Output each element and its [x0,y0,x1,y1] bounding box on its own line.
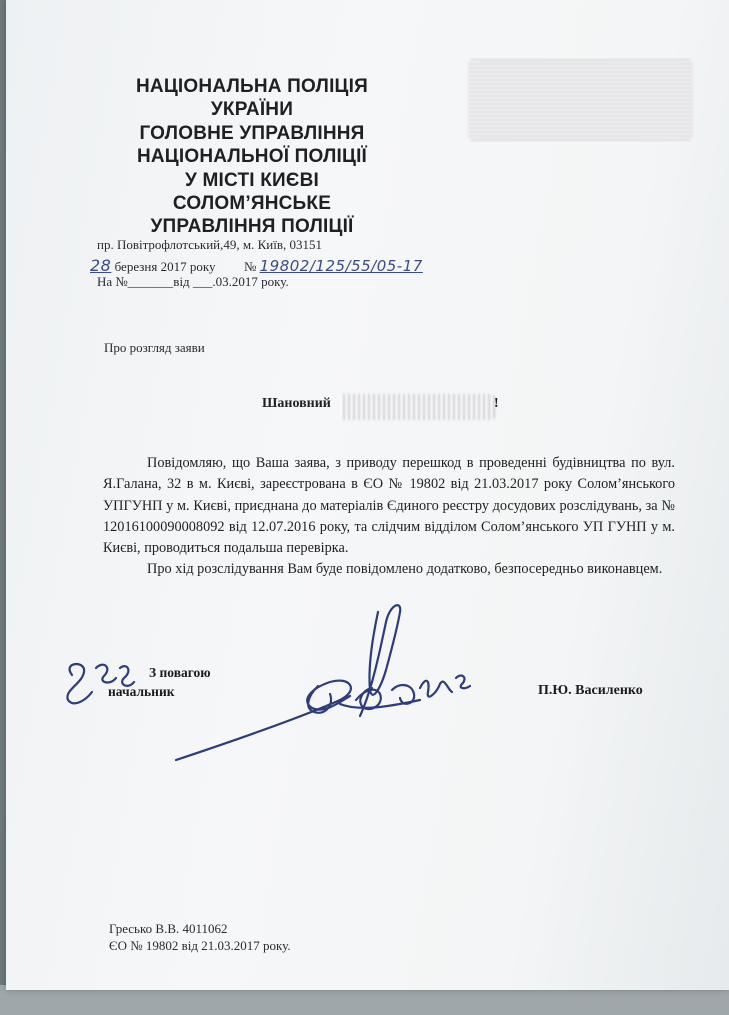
handwritten-day: 28 [90,256,112,275]
letterhead-line: НАЦІОНАЛЬНОЇ ПОЛІЦІЇ [136,146,368,168]
reference-line: На №_______від ___.03.2017 року. [97,274,289,289]
letterhead-line: УКРАЇНИ [210,99,294,121]
salutation: Шановний [262,396,331,411]
number-prefix: № [243,259,257,274]
salutation-exclamation: ! [494,396,499,411]
body-paragraph: Про хід розслідування Вам буде повідомлено додатково, безпосередньо виконавцем. [147,561,663,578]
signature-stroke [176,681,351,760]
letterhead-line: ГОЛОВНЕ УПРАВЛІННЯ [139,122,365,144]
closing-title: начальник [108,684,175,699]
signature-stroke [456,676,470,689]
letterhead-line: УПРАВЛІННЯ ПОЛІЦІЇ [150,216,354,238]
subject-line: Про розгляд заяви [104,340,205,355]
handwritten-number: 19802/125/55/05-17 [259,257,423,275]
initials-mark [67,664,92,703]
body-paragraph: Повідомляю, що Ваша заява, з приводу перешкод в проведенні будівництва по вул. Я.Галана, 32 в м. Києві, зареєстрована в ЄО № 19802 від 21.03.2017 року Солом’янського УПГУНП у м. Києві, приєднана до матеріалів Єдиного реєстру досудових розслідувань, за № 12016100090008092 від 12.07.2016 року, та слідчим відділом Солом’янського УП ГУНП у м. Києві, проводиться подальша перевірка. [103,455,675,557]
initials-mark [120,666,134,686]
signer-name: П.Ю. Василенко [538,683,643,698]
executor-line: Гресько В.В. 4011062 [109,921,228,936]
letterhead-line: У МІСТІ КИЄВІ [185,169,319,191]
signature-stroke [420,681,452,697]
initials-mark [96,665,116,683]
address-line: пр. Повітрофлотський,49, м. Київ, 03151 [97,237,322,252]
date-text: березня 2017 року [111,259,216,274]
letterhead-line: СОЛОМ’ЯНСЬКЕ [172,193,332,215]
closing-regards: З повагою [149,665,211,680]
registration-line: ЄО № 19802 від 21.03.2017 року. [109,938,291,953]
signature-stroke [356,688,381,709]
letterhead-line: НАЦІОНАЛЬНА ПОЛІЦІЯ [136,76,368,97]
